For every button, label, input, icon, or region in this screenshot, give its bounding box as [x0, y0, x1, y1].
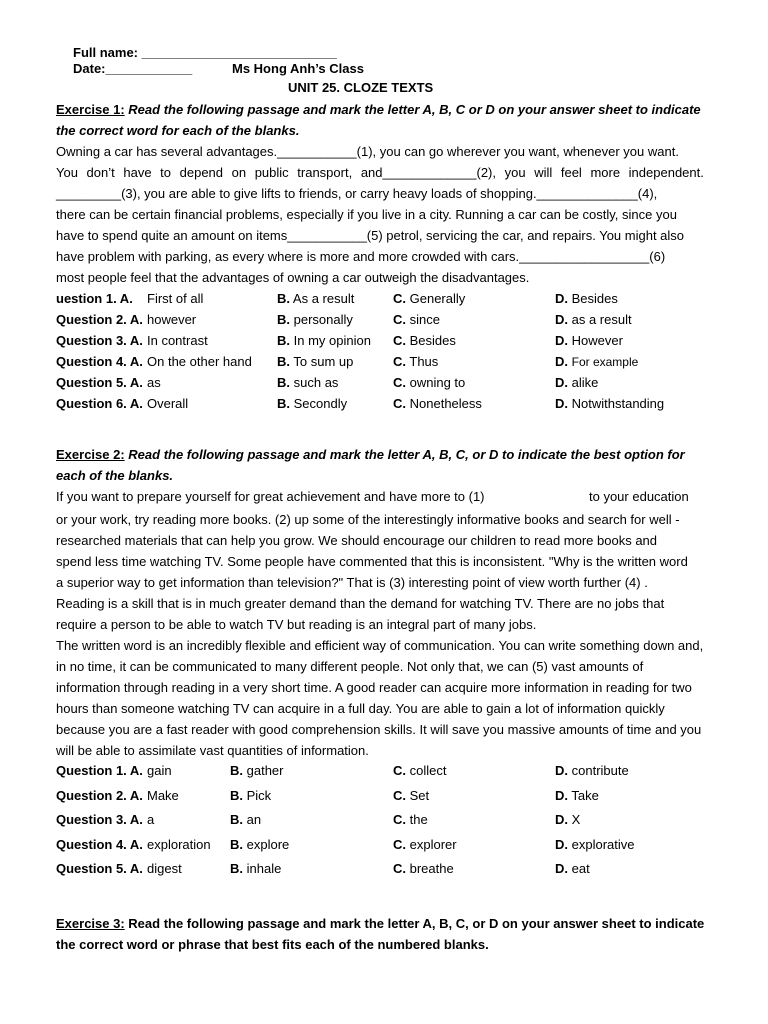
- option-letter: B.: [277, 291, 290, 306]
- passage-word: independent.: [628, 165, 704, 180]
- option-text: Nonetheless: [409, 396, 482, 411]
- ex1-label: Exercise 1:: [56, 102, 125, 117]
- option-a: On the other hand: [147, 354, 252, 369]
- ex2-passage-line: hours than someone watching TV can acquire in a full day. You are able to gain a lot of information quickly: [56, 701, 665, 716]
- option-text: Besides: [571, 291, 618, 306]
- passage-word: on: [231, 165, 247, 180]
- option-letter: C.: [393, 812, 406, 827]
- question-label: uestion 1. A.: [56, 291, 133, 306]
- option-b: [230, 812, 261, 828]
- option-b: [230, 837, 289, 853]
- option-c: [393, 837, 457, 853]
- ex2-passage-line: a superior way to get information than television?" That is (3) interesting point of view worth further (4) .: [56, 575, 648, 590]
- ex1-instruction-2: the correct word for each of the blanks.: [56, 123, 300, 138]
- option-text: an: [246, 812, 262, 827]
- option-c: [393, 291, 465, 307]
- option-b: [230, 763, 284, 779]
- option-text: For example: [571, 355, 639, 369]
- option-b: [230, 861, 281, 877]
- ex1-passage-line: have problem with parking, as every where is more and more crowded with cars.__________________(6): [56, 249, 666, 264]
- option-a: Overall: [147, 396, 189, 411]
- question-label: Question 4. A.: [56, 354, 143, 369]
- option-b: [277, 375, 338, 391]
- ex2-passage-line: require a person to be able to watch TV but reading is an integral part of many jobs.: [56, 617, 537, 632]
- option-b: [277, 291, 354, 307]
- option-a: gain: [147, 763, 172, 778]
- option-letter: C.: [393, 836, 406, 852]
- ex2-passage-line: because you are a fast reader with good comprehension skills. It will save you massive amounts of time and you: [56, 722, 702, 737]
- ex2-passage-line: will be able to assimilate vast quantities of information.: [56, 743, 369, 758]
- passage-word: feel: [560, 165, 582, 180]
- passage-word: You: [56, 165, 78, 180]
- ex2-passage-line: spend less time watching TV. Some people have commented that this is inconsistent. "Why is the written word: [56, 554, 688, 569]
- ex2-passage-line: Reading is a skill that is in much greater demand than the demand for watching TV. There are no jobs that: [56, 596, 665, 611]
- option-letter: B.: [230, 787, 243, 803]
- option-d: [555, 837, 635, 853]
- ex2-label: Exercise 2:: [56, 447, 125, 462]
- option-letter: D.: [555, 836, 568, 852]
- ex1-passage-line: there can be certain financial problems, especially if you live in a city. Running a car can be costly, since you: [56, 207, 677, 222]
- option-text: inhale: [246, 861, 282, 876]
- option-text: personally: [293, 312, 353, 327]
- option-text: Thus: [409, 354, 439, 369]
- ex1-passage-line: _________(3), you are able to give lifts to friends, or carry heavy loads of shopping.______________(4),: [56, 186, 658, 201]
- option-letter: D.: [555, 354, 568, 369]
- option-c: [393, 312, 440, 328]
- question-label: Question 3. A.: [56, 333, 143, 348]
- option-a: In contrast: [147, 333, 208, 348]
- ex2-passage-line: If you want to prepare yourself for great achievement and have more to (1): [56, 489, 485, 504]
- option-letter: D.: [555, 812, 568, 827]
- option-letter: B.: [277, 333, 290, 348]
- option-text: contribute: [571, 763, 629, 778]
- option-d: [555, 354, 638, 370]
- option-d: [555, 788, 599, 804]
- option-text: explorer: [409, 836, 457, 852]
- passage-word: to: [160, 165, 172, 180]
- question-label: Question 2. A.: [56, 787, 143, 803]
- option-letter: B.: [277, 396, 290, 411]
- ex3-instruction: [56, 916, 704, 932]
- ex2-passage-line: information through reading in a very short time. A good reader can acquire more information in reading for two: [56, 680, 692, 695]
- ex2-passage-line: The written word is an incredibly flexible and efficient way of communication. You can write something down and,: [56, 638, 704, 653]
- ex2-instruction-1: Read the following passage and mark the letter A, B, C, or D to indicate the best option for: [128, 447, 685, 462]
- option-a: Make: [147, 787, 179, 803]
- ex1-passage-line: most people feel that the advantages of owning a car outweigh the disadvantages.: [56, 270, 530, 285]
- option-text: X: [571, 812, 581, 827]
- option-b: [277, 396, 347, 412]
- option-c: [393, 375, 465, 391]
- ex2-passage-line: researched materials that can help you grow. We should encourage our children to read more books and: [56, 533, 658, 548]
- ex2-instruction: [56, 447, 685, 463]
- option-d: [555, 291, 618, 307]
- option-text: As a result: [292, 291, 355, 306]
- option-d: [555, 375, 598, 391]
- option-letter: D.: [555, 396, 568, 411]
- option-text: Notwithstanding: [571, 396, 665, 411]
- option-d: [555, 812, 580, 828]
- option-letter: C.: [393, 763, 406, 778]
- option-b: [230, 788, 271, 804]
- option-d: [555, 312, 632, 328]
- full-name-label: Full name: ___________________________: [73, 45, 337, 60]
- question-label: Question 5. A.: [56, 861, 143, 876]
- passage-word: have: [123, 165, 152, 180]
- option-text: owning to: [409, 375, 466, 390]
- option-text: explorative: [571, 836, 635, 852]
- option-letter: B.: [277, 375, 290, 390]
- option-letter: C.: [393, 333, 406, 348]
- option-text: such as: [293, 375, 339, 390]
- option-text: Set: [409, 787, 430, 803]
- date-label: Date:____________: [73, 61, 193, 76]
- option-text: explore: [246, 836, 290, 852]
- passage-word: don’t: [86, 165, 115, 180]
- question-label: Question 1. A.: [56, 763, 143, 778]
- ex1-passage-line: have to spend quite an amount on items___________(5) petrol, servicing the car, and repairs. You might also: [56, 228, 685, 243]
- question-label: Question 6. A.: [56, 396, 143, 411]
- class-name: Ms Hong Anh’s Class: [232, 61, 364, 76]
- option-b: [277, 354, 353, 370]
- passage-word: more: [590, 165, 621, 180]
- option-text: as a result: [571, 312, 632, 327]
- option-text: gather: [246, 763, 284, 778]
- question-label: Question 4. A.: [56, 836, 143, 852]
- ex2-passage-line-end: to your education: [589, 489, 689, 504]
- option-text: breathe: [409, 861, 454, 876]
- ex2-passage-line: or your work, try reading more books. (2) up some of the interestingly informative books and search for well -: [56, 512, 680, 527]
- option-letter: D.: [555, 312, 568, 327]
- option-letter: B.: [277, 354, 290, 369]
- option-d: [555, 861, 590, 877]
- option-letter: B.: [230, 812, 243, 827]
- option-text: Pick: [246, 787, 272, 803]
- option-b: [277, 333, 371, 349]
- question-label: Question 5. A.: [56, 375, 143, 390]
- option-a: however: [147, 312, 197, 327]
- passage-word: public: [254, 165, 289, 180]
- passage-word: and_____________(2),: [360, 165, 496, 180]
- option-letter: C.: [393, 312, 406, 327]
- ex1-passage-line-justified: [56, 165, 704, 181]
- ex1-passage-line: Owning a car has several advantages.___________(1), you can go wherever you want, whenever you want.: [56, 144, 679, 159]
- option-letter: C.: [393, 291, 406, 306]
- option-text: Generally: [409, 291, 466, 306]
- ex3-instruction-2: the correct word or phrase that best fits each of the numbered blanks.: [56, 937, 489, 952]
- option-c: [393, 763, 446, 779]
- option-b: [277, 312, 353, 328]
- option-text: eat: [571, 861, 590, 876]
- option-text: In my opinion: [293, 333, 371, 348]
- option-text: the: [409, 812, 428, 827]
- ex3-label: Exercise 3:: [56, 916, 125, 931]
- option-letter: D.: [555, 763, 568, 778]
- ex1-instruction: [56, 102, 701, 118]
- option-letter: B.: [277, 312, 290, 327]
- option-letter: B.: [230, 836, 243, 852]
- question-label: Question 3. A.: [56, 812, 143, 827]
- option-a: digest: [147, 861, 182, 876]
- option-letter: C.: [393, 375, 406, 390]
- passage-word: depend: [179, 165, 224, 180]
- option-text: collect: [409, 763, 447, 778]
- option-letter: B.: [230, 861, 243, 876]
- ex1-instruction-1: Read the following passage and mark the letter A, B, C or D on your answer sheet to indicate: [128, 102, 701, 117]
- option-a: exploration: [147, 836, 211, 852]
- option-text: Besides: [409, 333, 456, 348]
- option-c: [393, 354, 438, 370]
- option-a: as: [147, 375, 161, 390]
- option-a: a: [147, 812, 155, 827]
- option-letter: C.: [393, 354, 406, 369]
- unit-title: UNIT 25. CLOZE TEXTS: [288, 80, 434, 95]
- option-c: [393, 812, 428, 828]
- ex3-instruction-1: Read the following passage and mark the letter A, B, C, or D on your answer sheet to indicate: [128, 916, 705, 931]
- option-text: However: [571, 333, 623, 348]
- option-letter: C.: [393, 396, 406, 411]
- option-letter: C.: [393, 787, 406, 803]
- option-letter: C.: [393, 861, 406, 876]
- option-d: [555, 763, 629, 779]
- option-letter: D.: [555, 375, 568, 390]
- option-text: since: [409, 312, 440, 327]
- option-c: [393, 861, 454, 877]
- option-d: [555, 333, 623, 349]
- option-letter: D.: [555, 787, 568, 803]
- option-text: Secondly: [293, 396, 348, 411]
- option-c: [393, 333, 456, 349]
- passage-word: you: [504, 165, 526, 180]
- passage-word: will: [534, 165, 553, 180]
- option-letter: D.: [555, 291, 568, 306]
- option-letter: D.: [555, 861, 568, 876]
- option-a: First of all: [147, 291, 204, 306]
- option-text: To sum up: [293, 354, 354, 369]
- option-text: Take: [571, 787, 599, 803]
- option-c: [393, 396, 482, 412]
- option-text: alike: [571, 375, 599, 390]
- option-c: [393, 788, 429, 804]
- ex2-instruction-2: each of the blanks.: [56, 468, 174, 483]
- question-label: Question 2. A.: [56, 312, 143, 327]
- passage-word: transport,: [297, 165, 353, 180]
- option-letter: D.: [555, 333, 568, 348]
- ex2-passage-line: in no time, it can be communicated to many different people. Not only that, we can (5) vast amounts of: [56, 659, 644, 674]
- option-letter: B.: [230, 763, 243, 778]
- option-d: [555, 396, 664, 412]
